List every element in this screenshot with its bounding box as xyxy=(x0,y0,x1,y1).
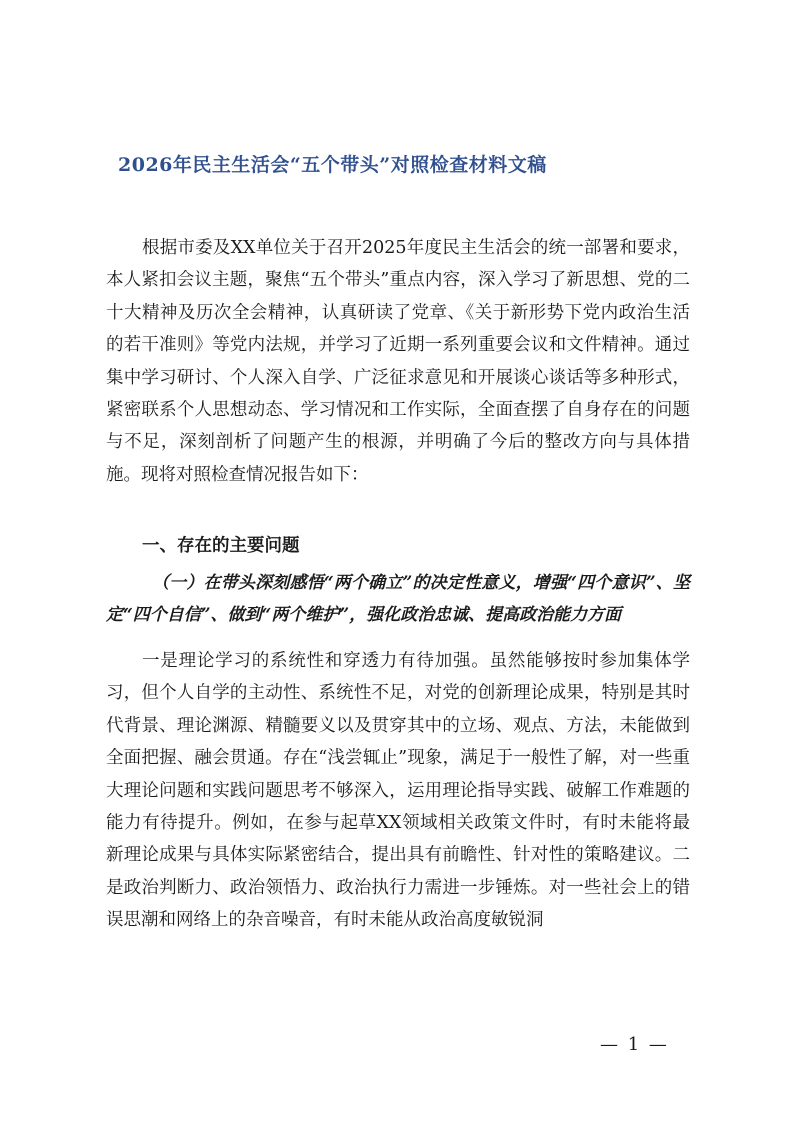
document-title: 2026年民主生活会“五个带头”对照检查材料文稿 xyxy=(118,154,547,176)
subsection-heading: （一）在带头深刻感悟“两个确立”的决定性意义，增强“四个意识”、坚定“四个自信”、做到“两个维护”，强化政治忠诚、提高政治能力方面 xyxy=(106,573,690,625)
page-number: — 1 — xyxy=(600,1034,669,1055)
body-paragraph: 一是理论学习的系统性和穿透力有待加强。虽然能够按时参加集体学习，但个人自学的主动性、系统性不足，对党的创新理论成果，特别是其时代背景、理论渊源、精髓要义以及贯穿其中的立场、观点、方法，未能做到全面把握、融会贯通。存在“浅尝辄止”现象，满足于一般性了解，对一些重大理论问题和实践问题思考不够深入，运用理论指导实践、破解工作难题的能力有待提升。例如，在参与起草XX领域相关政策文件时，有时未能将最新理论成果与具体实际紧密结合，提出具有前瞻性、针对性的策略建议。二是政治判断力、政治领悟力、政治执行力需进一步锤炼。对一些社会上的错误思潮和网络上的杂音噪音，有时未能从政治高度敏锐洞 xyxy=(106,651,690,931)
intro-paragraph: 根据市委及XX单位关于召开2025年度民主生活会的统一部署和要求，本人紧扣会议主题，聚焦“五个带头”重点内容，深入学习了新思想、党的二十大精神及历次全会精神，认真研读了党章、《关于新形势下党内政治生活的若干准则》等党内法规，并学习了近期一系列重要会议和文件精神。通过集中学习研讨、个人深入自学、广泛征求意见和开展谈心谈话等多种形式，紧密联系个人思想动态、学习情况和工作实际，全面查摆了自身存在的问题与不足，深刻剖析了问题产生的根源，并明确了今后的整改方向与具体措施。现将对照检查情况报告如下： xyxy=(106,238,690,485)
section-heading: 一、存在的主要问题 xyxy=(142,536,300,556)
